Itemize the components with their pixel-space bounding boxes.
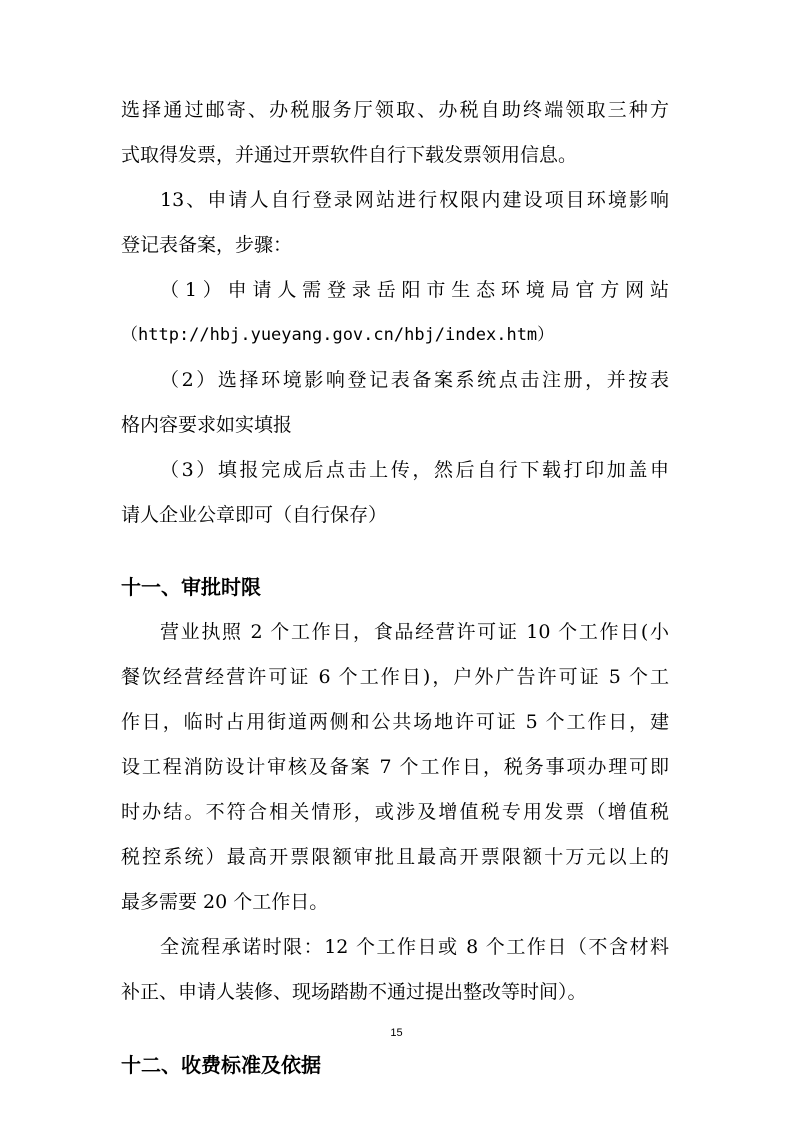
body-text-line: 登记表备案，步骤： (121, 234, 293, 256)
body-text-line: 补正、申请人装修、现场踏勘不通过提出整改等时间）。 (121, 981, 587, 1003)
body-text-line: 13、申请人自行登录网站进行权限内建设项目环境影响 (160, 189, 669, 211)
body-text-line: 税控系统）最高开票限额审批且最高开票限额十万元以上的 (121, 846, 669, 868)
section-heading: 十一、审批时限 (121, 575, 261, 599)
body-text-line: （1）申请人需登录岳阳市生态环境局官方网站 (160, 279, 669, 301)
section-heading: 十二、收费标准及依据 (121, 1053, 321, 1077)
body-text-line: （2）选择环境影响登记表备案系统点击注册，并按表 (160, 369, 669, 391)
website-url: （http://hbj.yueyang.gov.cn/hbj/index.htm） (121, 325, 555, 345)
body-text-line: 选择通过邮寄、办税服务厅领取、办税自助终端领取三种方 (121, 99, 669, 121)
body-text-line: 时办结。不符合相关情形，或涉及增值税专用发票（增值税 (121, 801, 669, 823)
body-text-line: 请人企业公章即可（自行保存） (121, 504, 388, 526)
body-text-line: 格内容要求如实填报 (121, 414, 293, 436)
body-text-line: （3）填报完成后点击上传，然后自行下载打印加盖申 (160, 459, 669, 481)
page-number: 15 (390, 1027, 403, 1039)
body-text-line: 式取得发票，并通过开票软件自行下载发票领用信息。 (121, 144, 578, 166)
body-text-line: 设工程消防设计审核及备案 7 个工作日，税务事项办理可即 (121, 756, 669, 778)
body-text-line: 营业执照 2 个工作日，食品经营许可证 10 个工作日(小 (160, 621, 669, 643)
body-text-line: 餐饮经营经营许可证 6 个工作日)，户外广告许可证 5 个工 (121, 666, 669, 688)
body-text-line: 作日，临时占用街道两侧和公共场地许可证 5 个工作日，建 (121, 711, 669, 733)
body-text-line: 最多需要 20 个工作日。 (121, 891, 329, 913)
body-text-line: 全流程承诺时限：12 个工作日或 8 个工作日（不含材料 (160, 936, 669, 958)
